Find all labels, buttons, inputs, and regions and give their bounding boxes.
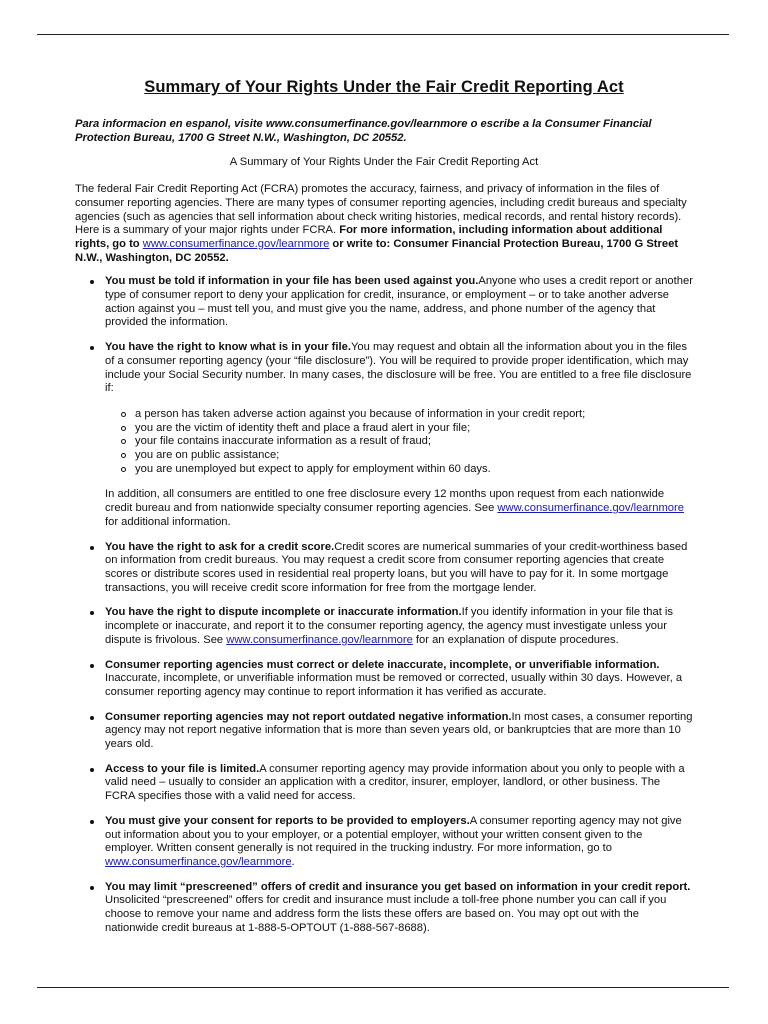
- right-tail: for an explanation of dispute procedures.: [415, 633, 619, 646]
- page-title: Summary of Your Rights Under the Fair Credit Reporting Act: [144, 78, 624, 96]
- intro-paragraph: [75, 183, 693, 265]
- learnmore-link[interactable]: www.consumerfinance.gov/learnmore: [497, 502, 684, 515]
- right-item: [75, 341, 693, 529]
- document-page: [75, 78, 693, 946]
- condition-item: you are on public assistance;: [105, 449, 693, 463]
- document-subtitle: A Summary of Your Rights Under the Fair Credit Reporting Act: [229, 156, 539, 169]
- right-heading: Access to your file is limited.: [105, 762, 260, 775]
- intro-text: The federal Fair Credit Reporting Act (FCRA) promotes the accuracy, fairness, and privacy of information in the files of consumer reporting agencies. There are many types of consumer reporting agencies, including credit bureaus and specialty agencies (such as agencies that sell information about check writing histories, medical records, and rental history records). Here is a summary of your major rights under FCRA.: [75, 183, 687, 237]
- free-disclosure-conditions: [105, 408, 693, 477]
- right-text: Inaccurate, incomplete, or unverifiable information must be removed or corrected, usually within 30 days. However, a consumer reporting agency may continue to report information it has verified as accurate.: [105, 672, 683, 698]
- condition-item: you are unemployed but expect to apply for employment within 60 days.: [105, 463, 693, 477]
- bottom-divider: [37, 987, 729, 988]
- right-item: [75, 659, 693, 700]
- condition-item: your file contains inaccurate information as a result of fraud;: [105, 435, 693, 449]
- right-heading: Consumer reporting agencies must correct or delete inaccurate, incomplete, or unverifiable information.: [105, 658, 660, 671]
- right-item: [75, 763, 693, 804]
- right-heading: Consumer reporting agencies may not report outdated negative information.: [105, 710, 512, 723]
- right-heading: You must give your consent for reports to be provided to employers.: [105, 814, 470, 827]
- right-heading: You must be told if information in your file has been used against you.: [105, 275, 479, 288]
- condition-item: you are the victim of identity theft and place a fraud alert in your file;: [105, 422, 693, 436]
- right-item: [75, 815, 693, 870]
- right-heading: You may limit “prescreened” offers of credit and insurance you get based on information in your credit report.: [105, 880, 691, 893]
- right-item: [75, 711, 693, 752]
- right-text: In most cases, a consumer reporting agency may not report negative information that is more than seven years old, or bankruptcies that are more than 10 years old.: [105, 710, 693, 751]
- intro-bold-pre: For more information, including information about additional rights, go to: [75, 224, 663, 250]
- right-heading: You have the right to know what is in your file.: [105, 341, 351, 354]
- condition-item: a person has taken adverse action against you because of information in your credit report;: [105, 408, 693, 422]
- right-heading: You have the right to dispute incomplete or inaccurate information.: [105, 606, 462, 619]
- right-item: [75, 541, 693, 596]
- right-item: [75, 881, 693, 936]
- right-text: You may request and obtain all the information about you in the files of a consumer reporting agency (your “file disclosure”). You will be required to provide proper identification, which may include your Social Security number. In many cases, the disclosure will be free. You are entitled to a free file disclosure if:: [105, 341, 692, 395]
- right-item: [75, 275, 693, 330]
- intro-learnmore-link[interactable]: www.consumerfinance.gov/learnmore: [142, 237, 330, 250]
- right-tail: .: [291, 855, 295, 868]
- top-divider: [37, 34, 729, 35]
- right-text: If you identify information in your file that is incomplete or inaccurate, and report it to the consumer reporting agency, the agency must investigate unless your dispute is frivolous. See: [105, 606, 674, 646]
- right-heading: You have the right to ask for a credit score.: [105, 540, 335, 553]
- right-text: Credit scores are numerical summaries of your credit-worthiness based on information from credit bureaus. You may request a credit score from consumer reporting agencies that create scores or distribute scores used in residential real property loans, but you will have to pay for it. In some mortgage transactions, you will receive credit score information for free from the mortgage lender.: [105, 540, 688, 594]
- right-text: A consumer reporting agency may provide information about you only to people with a valid need – usually to consider an application with a creditor, insurer, employer, landlord, or other business. The FCRA specifies those with a valid need for access.: [105, 762, 685, 803]
- after-text: In addition, all consumers are entitled to one free disclosure every 12 months upon request from each nationwide credit bureau and from nationwide specialty consumer reporting agencies. See: [105, 488, 665, 515]
- intro-bold-post: or write to: Consumer Financial Protection Bureau, 1700 G Street N.W., Washington, DC 20552.: [75, 237, 679, 264]
- free-disclosure-note: [105, 488, 693, 529]
- right-text: Unsolicited “prescreened” offers for credit and insurance must include a toll-free phone number you can call if you choose to remove your name and address form the lists these offers are based on. You may opt out with the nationwide credit bureaus at 1-888-5-OPTOUT (1-888-567-8688).: [105, 894, 667, 934]
- learnmore-link[interactable]: www.consumerfinance.gov/learnmore: [226, 633, 413, 646]
- rights-list: [75, 275, 693, 935]
- right-text: Anyone who uses a credit report or another type of consumer report to deny your application for credit, insurance, or employment – or to take another adverse action against you – must tell you, and must give you the name, address, and phone number of the agency that provided the information.: [105, 275, 693, 329]
- right-item: [75, 606, 693, 647]
- spanish-note: Para informacion en espanol, visite www.consumerfinance.gov/learnmore o escribe a la Consumer Financial Protection Bureau, 1700 G Street N.W., Washington, DC 20552.: [75, 118, 652, 144]
- after-tail: for additional information.: [105, 515, 231, 528]
- learnmore-link[interactable]: www.consumerfinance.gov/learnmore: [105, 855, 292, 868]
- right-text: A consumer reporting agency may not give out information about you to your employer, or a potential employer, without your written consent given to the employer. Written consent generally is not required in the trucking industry. For more information, go to: [105, 814, 682, 855]
